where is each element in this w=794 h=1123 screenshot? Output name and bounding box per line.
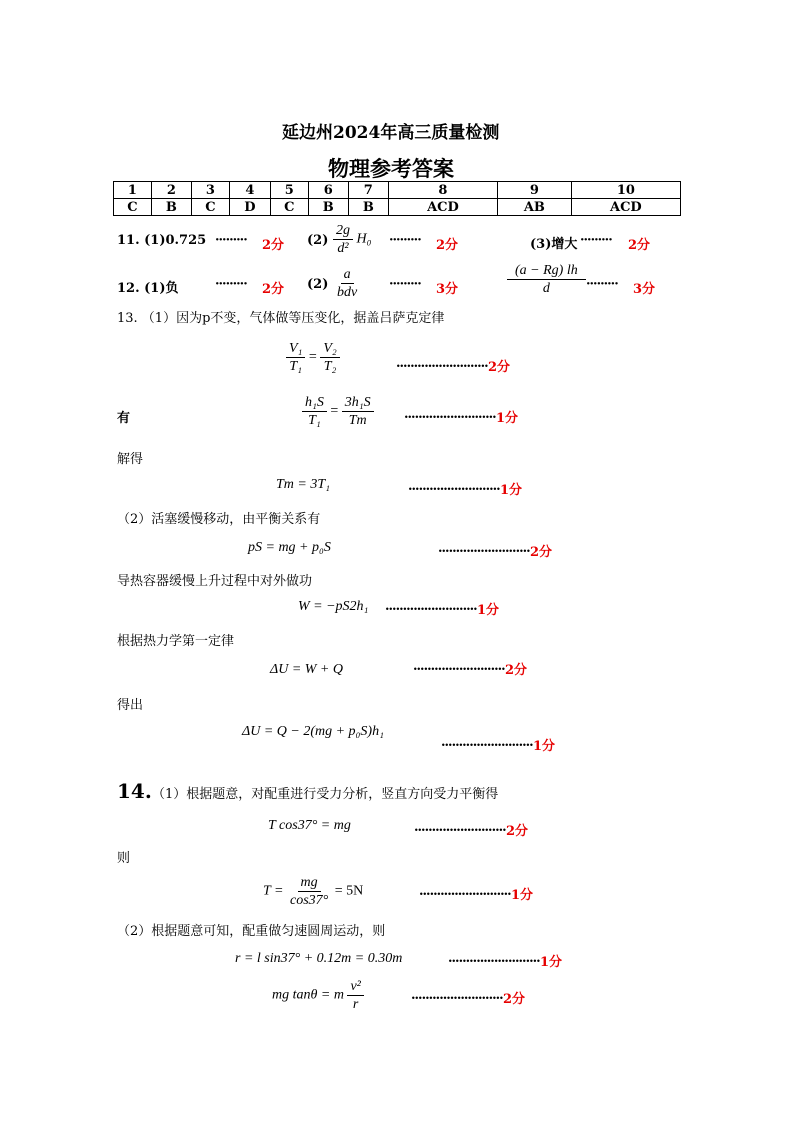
fraction-denominator: d² [337, 241, 349, 256]
q13-eq2-dots: .......................... [404, 407, 496, 422]
q12-part2-formula [334, 266, 360, 301]
table-cell: B [348, 199, 388, 216]
q14-eq2-score: 1分 [511, 888, 534, 903]
table-cell: B [151, 199, 191, 216]
q13-eq6: ΔU = W + Q [270, 662, 343, 677]
q12-part2-label: (2) [307, 277, 329, 292]
q12-part1-label: 12. (1)负 [117, 281, 179, 296]
q14-eq3: r = l sin37° + 0.12m = 0.30m [235, 951, 403, 966]
fraction-denominator: Tm [348, 413, 367, 428]
fraction [320, 340, 339, 375]
q14-eq1: T cos37° = mg [268, 818, 351, 833]
q13-eq4-dots: .......................... [438, 541, 530, 556]
fraction [287, 874, 331, 909]
formula-lhs: T = [263, 883, 284, 899]
q13-eq7-dots: .......................... [441, 735, 533, 750]
q14-eq4-score: 2分 [503, 992, 526, 1007]
table-cell: C [270, 199, 308, 216]
fraction-numerator: 3h₁S [342, 394, 374, 412]
table-cell: C [114, 199, 152, 216]
table-row-answers [114, 199, 681, 216]
q13-law-intro: 根据热力学第一定律 [117, 634, 235, 649]
table-cell: B [308, 199, 348, 216]
page-subtitle: 物理参考答案 [328, 156, 454, 181]
formula-rhs: = 5N [334, 883, 364, 899]
q13-eq6-score: 2分 [505, 663, 528, 678]
fraction-denominator: d [542, 281, 550, 296]
q14-eq3-score: 1分 [540, 955, 563, 970]
q13-intro: 13. （1）因为p不变，气体做等压变化，据盖吕萨克定律 [117, 311, 445, 326]
table-row-numbers [114, 182, 681, 199]
fraction [342, 394, 374, 429]
fraction [507, 262, 586, 297]
page-title: 延边州2024年高三质量检测 [282, 123, 500, 143]
q13-eq3-score: 1分 [500, 483, 523, 498]
q13-jiede: 解得 [117, 452, 144, 467]
q14-ze: 则 [117, 851, 131, 866]
table-cell: 8 [388, 182, 497, 199]
q12-part1-score: 2分 [262, 282, 285, 297]
q12-part2-score: 3分 [436, 282, 459, 297]
fraction-denominator: cos37° [289, 893, 329, 908]
q13-eq7-score: 1分 [533, 739, 556, 754]
table-cell: 2 [151, 182, 191, 199]
q13-eq2-score: 1分 [496, 411, 519, 426]
q14-part2-intro: （2）根据题意可知，配重做匀速圆周运动，则 [117, 924, 386, 939]
table-cell: 6 [308, 182, 348, 199]
table-cell: 3 [191, 182, 229, 199]
formula-lhs: mg tanθ = m [272, 987, 344, 1003]
fraction-denominator: T₁ [308, 413, 321, 428]
fraction-numerator: V₁ [286, 340, 305, 358]
q14-eq2 [263, 874, 363, 909]
q12-part3-score: 3分 [633, 282, 656, 297]
table-cell: 7 [348, 182, 388, 199]
fraction [302, 394, 327, 429]
q14-eq3-dots: .......................... [448, 951, 540, 966]
q14-eq4 [272, 978, 364, 1013]
fraction-numerator: V₂ [320, 340, 339, 358]
table-cell: C [191, 199, 229, 216]
q11-part2-label: (2) [307, 233, 329, 248]
q13-eq5: W = −pS2h₁ [298, 599, 369, 614]
q13-eq1-score: 2分 [488, 360, 511, 375]
q13-you-label: 有 [117, 411, 131, 426]
table-cell: 10 [571, 182, 680, 199]
q13-part2-intro: （2）活塞缓慢移动，由平衡关系有 [117, 512, 321, 527]
fraction-denominator: T₁ [289, 359, 303, 374]
q13-work-intro: 导热容器缓慢上升过程中对外做功 [117, 574, 313, 589]
formula-tail: H₀ [356, 231, 372, 247]
fraction-numerator: a [341, 266, 354, 284]
table-cell: ACD [388, 199, 497, 216]
q14-eq1-dots: .......................... [414, 820, 506, 835]
q14-eq4-dots: .......................... [411, 988, 503, 1003]
q12-part1-dots: ········· [215, 277, 247, 292]
q11-part3-label: (3)增大 [530, 237, 578, 252]
fraction-numerator: h₁S [302, 394, 327, 412]
q12-part3-dots: ········· [586, 277, 618, 292]
q13-eq1-dots: .......................... [396, 356, 488, 371]
fraction [334, 266, 360, 301]
fraction-denominator: bdv [337, 285, 358, 300]
fraction-numerator: 2g [333, 222, 353, 240]
table-cell: ACD [571, 199, 680, 216]
table-cell: 1 [114, 182, 152, 199]
q13-eq3: Tm = 3T₁ [276, 477, 330, 492]
answer-table [113, 181, 681, 216]
q11-part1-label: 11. (1)0.725 [117, 233, 207, 248]
q11-part1-dots: ········· [215, 233, 247, 248]
q14-intro: （1）根据题意，对配重进行受力分析，竖直方向受力平衡得 [152, 787, 499, 802]
q13-eq7: ΔU = Q − 2(mg + p₀S)h₁ [242, 724, 384, 739]
fraction-numerator: v² [347, 978, 363, 996]
q12-part2-dots: ········· [389, 277, 421, 292]
fraction-denominator: r [352, 997, 359, 1012]
fraction [333, 222, 353, 257]
q12-part3-formula [507, 262, 586, 297]
q13-eq4: pS = mg + p₀S [248, 540, 331, 555]
fraction-numerator: mg [298, 874, 321, 892]
q14-eq2-dots: .......................... [419, 884, 511, 899]
q11-part3-dots: ········· [580, 233, 612, 248]
table-cell: AB [498, 199, 572, 216]
q13-eq3-dots: .......................... [408, 479, 500, 494]
q13-eq4-score: 2分 [530, 545, 553, 560]
q13-eq6-dots: .......................... [413, 659, 505, 674]
q11-part3-score: 2分 [628, 238, 651, 253]
q11-part2-formula [333, 222, 371, 257]
q14-eq1-score: 2分 [506, 824, 529, 839]
q11-part2-score: 2分 [436, 238, 459, 253]
q11-part1-score: 2分 [262, 238, 285, 253]
table-cell: 4 [229, 182, 270, 199]
q13-eq5-dots: .......................... [385, 599, 477, 614]
q14-number: 14. [117, 779, 152, 803]
fraction-numerator: (a − Rg) lh [507, 262, 586, 280]
q13-result-intro: 得出 [117, 698, 144, 713]
table-cell: 9 [498, 182, 572, 199]
fraction [347, 978, 363, 1013]
q11-part2-dots: ········· [389, 233, 421, 248]
table-cell: D [229, 199, 270, 216]
fraction-denominator: T₂ [323, 359, 337, 374]
q13-eq1: $\frac{\text{V₁}}{\text{T₁}}$ = $\frac{\text{V₂}}{\text{T₂}}$ [286, 340, 340, 375]
q13-eq2: $\frac{\text{h₁S}}{\text{T₁}}$ = $\frac{\text{3h₁S}}{Tm}$ [302, 394, 374, 429]
fraction [286, 340, 305, 375]
q13-eq5-score: 1分 [477, 603, 500, 618]
table-cell: 5 [270, 182, 308, 199]
